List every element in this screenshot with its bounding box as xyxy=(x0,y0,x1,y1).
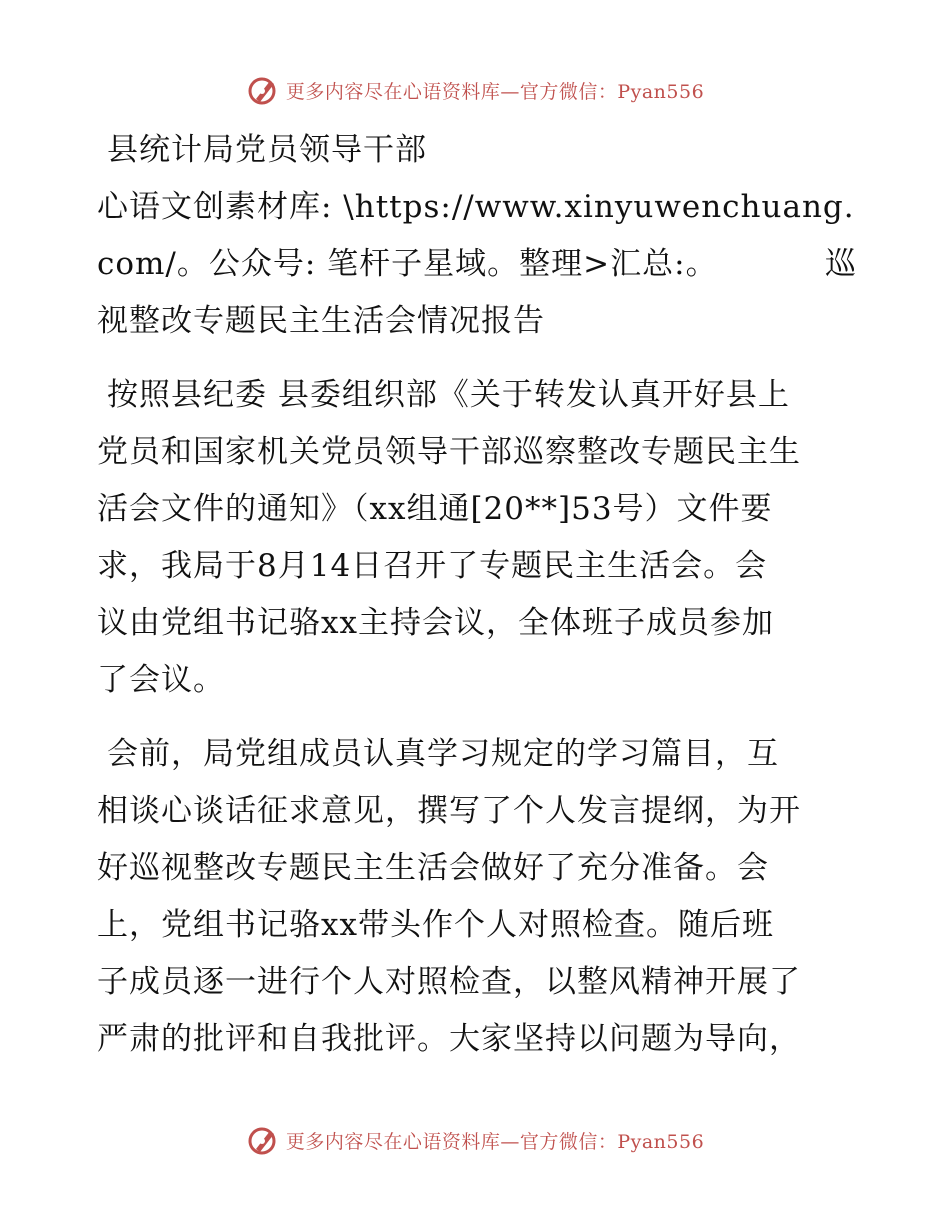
paragraph-1-line-6: 了会议。 xyxy=(97,662,225,698)
footer-watermark xyxy=(0,1120,950,1160)
paragraph-1-line-3: 活会文件的通知》（xx组通[20**]53号）文件要 xyxy=(97,491,773,527)
title-line-1: 县统计局党员领导干部 xyxy=(107,132,427,168)
title-line-3-tail: 巡 xyxy=(825,246,857,282)
paragraph-2-line-4: 上，党组书记骆xx带头作个人对照检查。随后班 xyxy=(97,907,774,943)
title-line-3 xyxy=(97,236,857,293)
paragraph-2-line-5: 子成员逐一进行个人对照检查，以整风精神开展了 xyxy=(97,964,801,1000)
title-line-3-text: com/。公众号: 笔杆子星域。整理>汇总:。 xyxy=(97,246,718,282)
title-line-4: 视整改专题民主生活会情况报告 xyxy=(97,303,545,339)
watermark-text: 更多内容尽在心语资料库—官方微信：Pyan556 xyxy=(285,80,705,103)
paragraph-2-line-3: 好巡视整改专题民主生活会做好了充分准备。会 xyxy=(97,850,769,886)
watermark-text: 更多内容尽在心语资料库—官方微信：Pyan556 xyxy=(285,1130,705,1153)
paragraph-1-line-2: 党员和国家机关党员领导干部巡察整改专题民主生 xyxy=(97,434,801,470)
pen-logo-icon xyxy=(246,1123,280,1157)
paragraph-1-line-1: 按照县纪委 县委组织部《关于转发认真开好县上 xyxy=(107,377,790,413)
paragraph-2-line-2: 相谈心谈话征求意见，撰写了个人发言提纲，为开 xyxy=(97,793,801,829)
paragraph-1-line-5: 议由党组书记骆xx主持会议，全体班子成员参加 xyxy=(97,605,774,641)
paragraph-2-line-1: 会前，局党组成员认真学习规定的学习篇目，互 xyxy=(107,736,779,772)
pen-logo-icon xyxy=(246,73,280,107)
paragraph-1-line-4: 求，我局于8月14日召开了专题民主生活会。会 xyxy=(97,548,768,584)
paragraph-2-line-6: 严肃的批评和自我批评。大家坚持以问题为导向， xyxy=(97,1021,801,1057)
document-body xyxy=(97,122,857,1068)
header-watermark xyxy=(0,70,950,110)
title-line-2: 心语文创素材库: \https://www.xinyuwenchuang. xyxy=(97,189,855,225)
